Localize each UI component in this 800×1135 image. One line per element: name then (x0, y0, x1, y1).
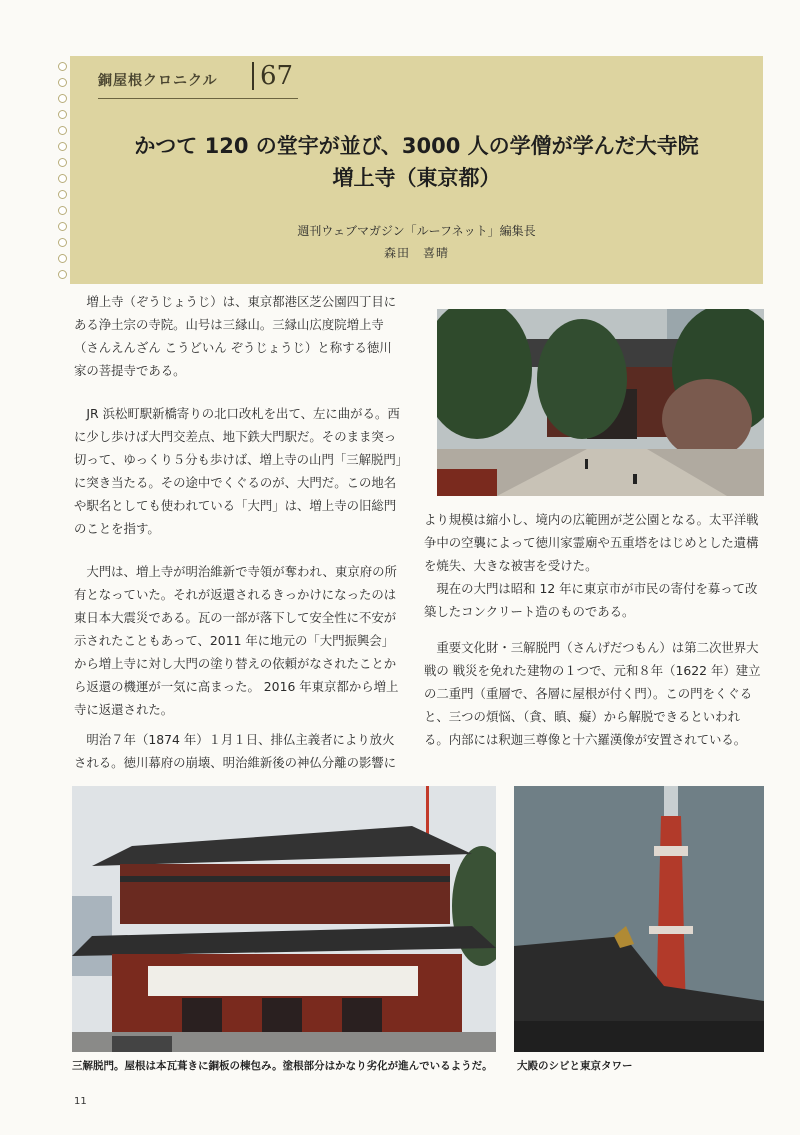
binding-hole (58, 222, 67, 231)
photo-daiden-tokyo-tower (514, 786, 764, 1052)
article-header (70, 56, 763, 284)
binding-hole (58, 78, 67, 87)
binding-hole (58, 158, 67, 167)
photo-temple-approach (437, 309, 764, 496)
paragraph-access: JR 浜松町駅新橋寄りの北口改札を出て、左に曲がる。西に少し歩けば大門交差点、地下鉄大門駅だ。そのまま突っ切って、ゆっくり５分も歩けば、増上寺の山門「三解脱門」に突き当たる。その途中でくぐるのが、大門だ。この地名や駅名としても使われている「大門」は、増上寺の旧総門のことを指す。 (74, 406, 402, 536)
paragraph-current-gate: 現在の大門は昭和 12 年に東京市が市民の寄付を募って改築したコンクリート造のものである。 (424, 581, 758, 619)
paragraph-sangedatsumon: 重要文化財・三解脱門（さんげだつもん）は第二次世界大戦の 戦災を免れた建物の１つで、元和８年（1622 年）建立の二重門（重層で、各層に屋根が付く門）。この門をくぐると、三つの煩悩、（貪、瞋、癡）から解脱できるといわれる。内部には釈迦三尊像と十六羅漢像が安置されている。 (424, 640, 761, 747)
binding-hole (58, 206, 67, 215)
binding-hole (58, 254, 67, 263)
paragraph-meiji: 明治７年（1874 年）１月１日、排仏主義者により放火される。徳川幕府の崩壊、明治維新後の神仏分離の影響に (74, 732, 397, 770)
binding-hole (58, 62, 67, 71)
author-affiliation: 週刊ウェブマガジン「ルーフネット」編集長 (297, 224, 536, 238)
article-subtitle: 増上寺（東京都） (332, 166, 501, 190)
binding-hole (58, 142, 67, 151)
binding-hole (58, 174, 67, 183)
caption-sangedatsumon: 三解脱門。屋根は本瓦葺きに銅板の棟包み。塗根部分はかなり劣化が進んでいるようだ。 (72, 1060, 493, 1072)
author-name: 森田 喜晴 (383, 246, 449, 260)
paragraph-intro: 増上寺（ぞうじょうじ）は、東京都港区芝公園四丁目にある浄土宗の寺院。山号は三縁山。三縁山広度院増上寺（さんえんざん こうどいん ぞうじょうじ）と称する徳川家の菩提寺である。 (74, 294, 397, 378)
binding-hole (58, 94, 67, 103)
caption-tokyo-tower: 大殿のシビと東京タワー (517, 1060, 633, 1072)
photo-sangedatsumon (72, 786, 496, 1052)
series-number: 67 (252, 62, 293, 90)
sangedatsumon-illustration (72, 786, 496, 1052)
binding-hole (58, 126, 67, 135)
tokyo-tower-illustration (514, 786, 764, 1052)
series-title: 銅屋根クロニクル (98, 73, 218, 89)
binding-hole (58, 238, 67, 247)
series-underline (98, 98, 298, 99)
binding-hole (58, 110, 67, 119)
paragraph-continuation: より規模は縮小し、境内の広範囲が芝公園となる。太平洋戦争中の空襲によって徳川家霊廟や五重塔をはじめとした遺構を焼失、大きな被害を受けた。 (424, 512, 759, 573)
page-number: 11 (74, 1096, 87, 1107)
binding-hole (58, 270, 67, 279)
paragraph-daimon: 大門は、増上寺が明治維新で寺領が奪われ、東京府の所有となっていた。それが返還されるきっかけになったのは東日本大震災である。瓦の一部が落下して安全性に不安が示されたこともあって、2011 年に地元の「大門振興会」から増上寺に対し大門の塗り替えの依頼がなされたことから返還の機運が一気に高まった。 2016 年東京都から増上寺に返還された。 (74, 564, 399, 717)
binding-hole (58, 190, 67, 199)
article-title: かつて 120 の堂宇が並び、3000 人の学僧が学んだ大寺院 (134, 134, 699, 158)
temple-approach-illustration (437, 309, 764, 496)
